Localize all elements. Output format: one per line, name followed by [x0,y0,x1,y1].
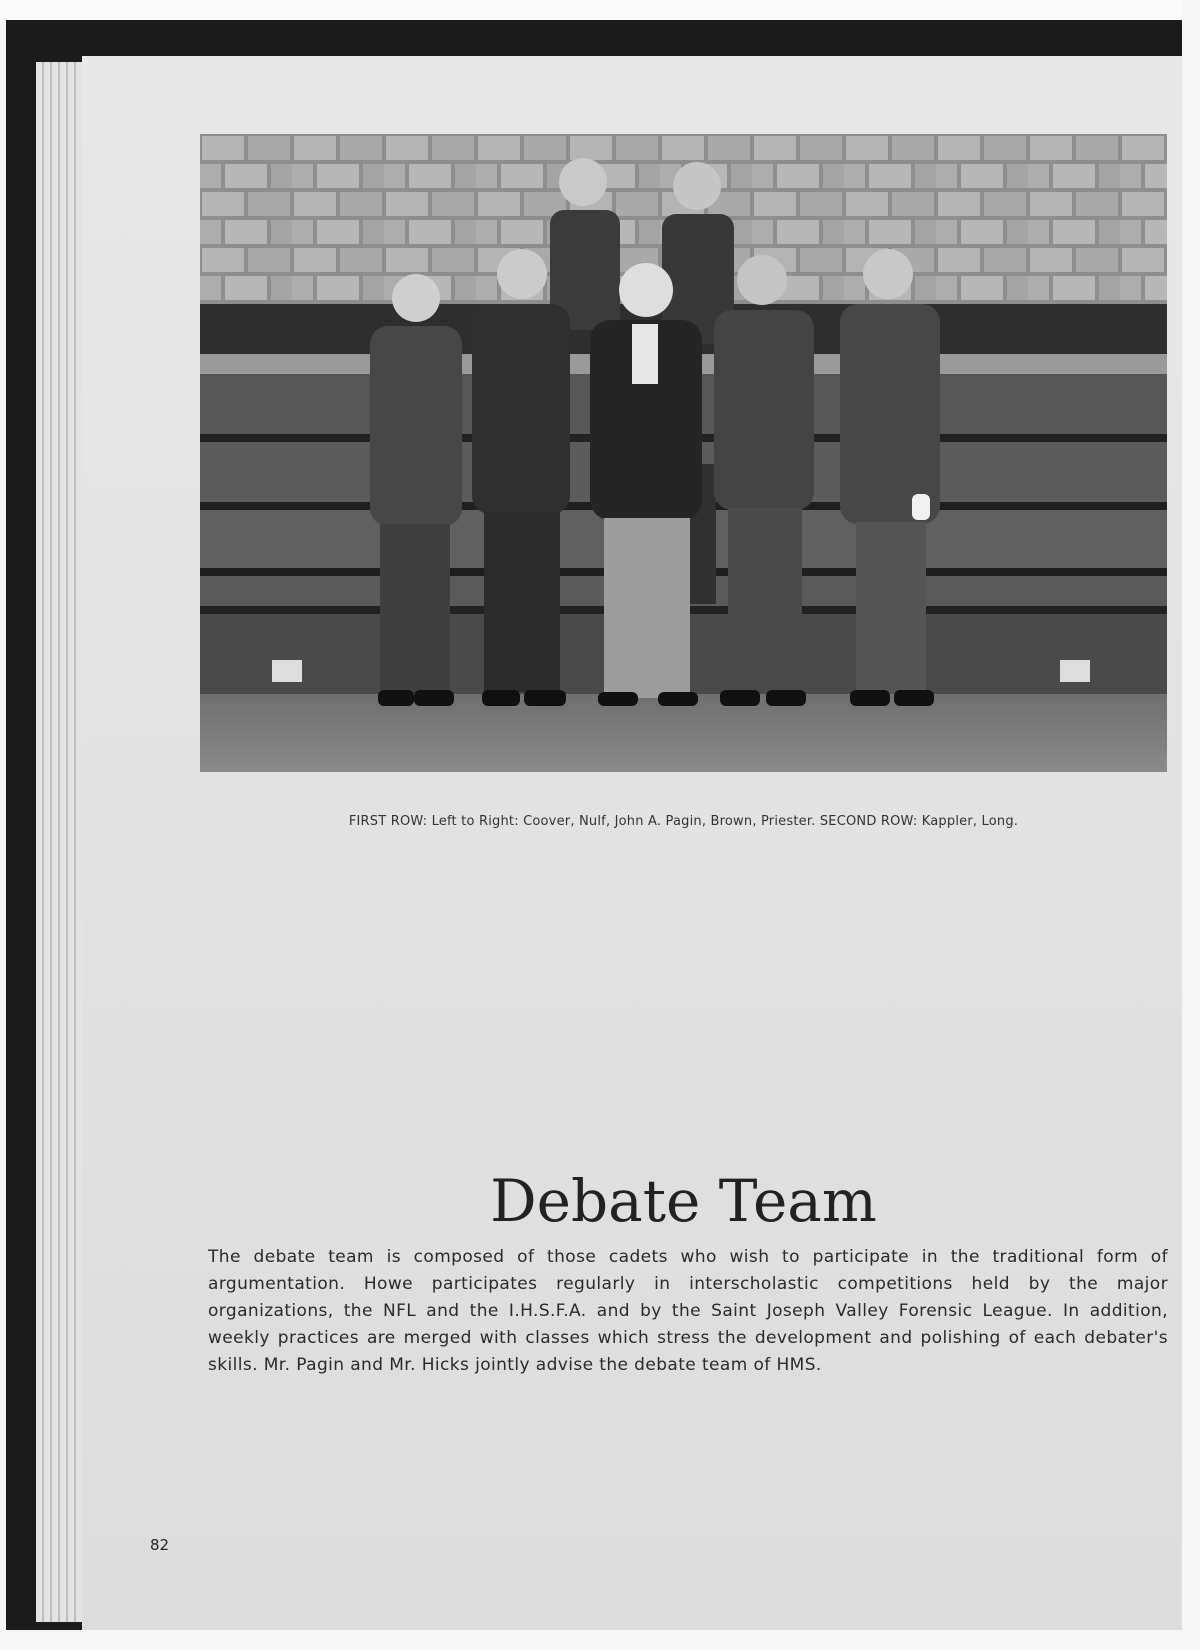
page-number: 82 [150,1536,170,1554]
cadet-first-row-2 [472,249,570,706]
photo-caption: FIRST ROW: Left to Right: Coover, Nulf, John A. Pagin, Brown, Priester. SECOND ROW: Kappler, Long. [348,814,1019,829]
page-title: Debate Team [490,1167,877,1235]
article-body: The debate team is composed of those cadets who wish to participate in the traditional form of argumentation. Howe participates regularly in interscholastic competitions held by the major organizations, the NFL and the I.H.S.F.A. and by the Saint Joseph Valley Forensic League. In addition, weekly practices are merged with classes which stress the development and polishing of each debater's skills. Mr. Pagin and Mr. Hicks jointly advise the debate team of HMS. [208,1247,1168,1375]
cadet-first-row-4 [714,255,814,706]
scan-top-margin [0,0,1200,20]
scan-right-margin [1182,0,1200,1650]
cadet-first-row-1 [370,274,462,706]
scan-bottom-margin [0,1630,1200,1650]
advisor-center [590,263,702,706]
team-photo [200,134,1167,772]
